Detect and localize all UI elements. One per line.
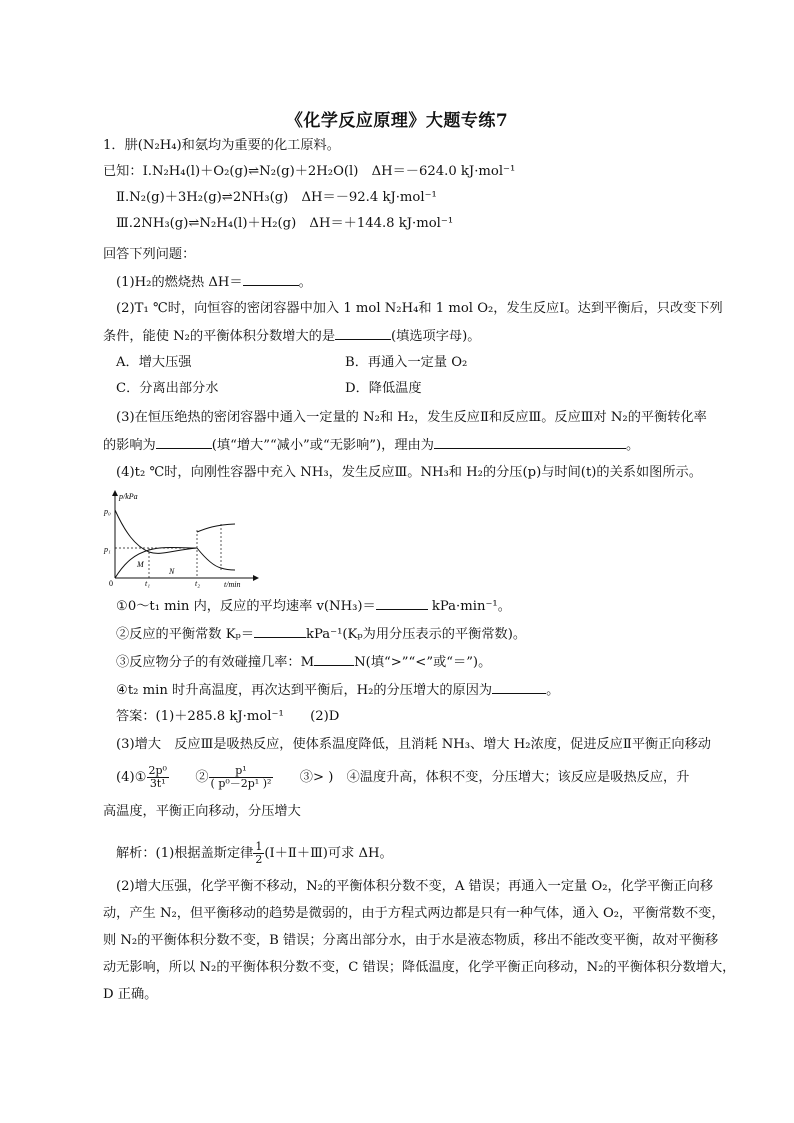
point-n-label: N [169, 567, 175, 576]
answer-blank [335, 325, 391, 340]
answer-4-mark-2: ② [195, 770, 209, 785]
p1-label: p₁ [104, 545, 111, 554]
part-4-stem: (4)t₂ ℃时，向刚性容器中充入 NH₃，发生反应Ⅲ。NH₃和 H₂的分压(p)与时间(t)的关系如图所示。 [116, 465, 702, 480]
answer-blank [492, 679, 546, 694]
subpart-4 [116, 679, 559, 701]
x-axis-label: t/min [224, 580, 241, 588]
answer-blank [243, 271, 299, 286]
part-3-text-2: (填“增大”“减小”或“无影响”)，理由为 [211, 438, 434, 453]
part-3-line-1: (3)在恒压绝热的密闭容器中通入一定量的 N₂和 H₂，发生反应Ⅱ和反应Ⅲ。反应Ⅲ对 N₂的平衡转化率 [116, 410, 707, 425]
y-axis-label: p/kPa [119, 492, 138, 501]
part-2-end: (填选项字母)。 [391, 329, 481, 344]
subpart-2-text: ②反应的平衡常数 Kₚ＝ [116, 627, 255, 642]
analysis-para-line-2: 动，产生 N₂，但平衡移动的趋势是微弱的，由于方程式两边都是只有一种气体，通入 O₂，平衡常数不变， [103, 906, 725, 921]
nh3-curve-after-heating [197, 548, 235, 570]
subpart-3-text: ③反应物分子的有效碰撞几率：M [116, 655, 315, 670]
subpart-4-end: 。 [546, 683, 560, 698]
fraction-numerator: 2p⁰ [148, 764, 167, 777]
answer-4-fraction-2 [209, 765, 274, 790]
h2-curve-after-heating [197, 524, 235, 532]
fraction-denominator: 3t¹ [149, 777, 166, 790]
subpart-1-text: ①0～t₁ min 内，反应的平均速率 v(NH₃)＝ [116, 599, 376, 614]
subpart-1-end: kPa·min⁻¹。 [427, 599, 511, 614]
part-1-text: (1)H₂的燃烧热 ΔH＝ [116, 275, 243, 290]
option-d: D．降低温度 [345, 381, 422, 396]
answer-blank [254, 623, 306, 638]
point-m-label: M [137, 560, 144, 569]
subpart-1 [116, 595, 511, 617]
part-3-line-2 [103, 434, 639, 456]
x-axis-arrow [253, 575, 259, 581]
fraction-denominator: 2 [255, 853, 263, 866]
analysis-para-line-3: 则 N₂的平衡体积分数不变，B 错误；分离出部分水，由于水是液态物质，移出不能改变平衡，故对平衡移 [103, 933, 719, 948]
answer-4-mark-3: ③> ) [299, 770, 334, 785]
analysis-fraction [253, 841, 264, 866]
answer-prompt: 回答下列问题： [103, 247, 196, 262]
analysis-para-line-5: D 正确。 [103, 987, 158, 1002]
subpart-3-end: N(填“>”“<”或“＝”)。 [354, 655, 492, 670]
subpart-2 [116, 623, 526, 645]
answer-4-prefix: (4) [116, 770, 135, 785]
fraction-numerator: 1 [255, 840, 263, 853]
part-1 [116, 271, 312, 293]
question-stem: 1．肼(N₂H₄)和氨均为重要的化工原料。 [103, 138, 340, 153]
part-2-line-2 [103, 325, 480, 347]
answer-blank [376, 595, 428, 610]
y-axis-arrow [112, 490, 118, 496]
fraction-numerator: p¹ [209, 765, 274, 778]
h2-curve [115, 548, 197, 579]
p0-label: p₀ [104, 507, 111, 516]
equation-3: Ⅲ.2NH₃(g)⇌N₂H₄(l)＋H₂(g) ΔH＝＋144.8 kJ·mol⁻¹ [116, 216, 454, 231]
equation-2: Ⅱ.N₂(g)＋3H₂(g)⇌2NH₃(g) ΔH＝－92.4 kJ·mol⁻¹ [116, 190, 437, 205]
part-2-line-1: (2)T₁ ℃时，向恒容的密闭容器中加入 1 mol N₂H₄和 1 mol O₂，发生反应Ⅰ。达到平衡后，只改变下列 [116, 301, 723, 316]
part-2-text: 条件，能使 N₂的平衡体积分数增大的是 [103, 329, 336, 344]
pressure-time-graph [103, 490, 263, 588]
analysis-para-line-1: (2)增大压强，化学平衡不移动，N₂的平衡体积分数不变，A 错误；再通入一定量 O₂，化学平衡正向移 [116, 879, 714, 894]
option-c: C．分离出部分水 [116, 381, 219, 396]
t1-label: t₁ [145, 579, 151, 588]
analysis-line-1 [116, 840, 393, 868]
option-b: B．再通入一定量 O₂ [345, 355, 468, 370]
part-1-end: 。 [298, 275, 312, 290]
given-label: 已知： [103, 164, 143, 179]
equation-1: Ⅰ.N₂H₄(l)＋O₂(g)⇌N₂(g)＋2H₂O(l) ΔH＝－624.0 kJ·mol⁻¹ [142, 164, 516, 179]
fraction-denominator: ( p⁰－2p¹ )² [210, 777, 272, 790]
nh3-curve [115, 510, 197, 553]
answer-4-mark-1: ① [134, 770, 147, 785]
page-title: 《化学反应原理》大题专练7 [285, 111, 509, 131]
analysis-para-line-4: 动无影响，所以 N₂的平衡体积分数不变，C 错误；降低温度，化学平衡正向移动，N₂的平衡体积分数增大， [103, 960, 736, 975]
subpart-3 [116, 651, 491, 673]
answer-blank [314, 651, 354, 666]
given-equation-1 [103, 162, 515, 182]
answer-line-1: 答案：(1)＋285.8 kJ·mol⁻¹ (2)D [116, 709, 340, 724]
subpart-2-end: kPa⁻¹(Kₚ为用分压表示的平衡常数)。 [306, 627, 527, 642]
origin-label: 0 [109, 579, 113, 588]
answer-line-4 [116, 764, 689, 792]
answer-line-4-cont: 高温度，平衡正向移动，分压增大 [103, 804, 301, 819]
option-a: A．增大压强 [116, 355, 192, 370]
subpart-4-text: ④t₂ min 时升高温度，再次达到平衡后，H₂的分压增大的原因为 [116, 683, 493, 698]
part-3-end: 。 [625, 438, 640, 453]
answer-blank [434, 434, 626, 449]
answer-line-3: (3)增大 反应Ⅲ是吸热反应，使体系温度降低，且消耗 NH₃、增大 H₂浓度，促进反应Ⅱ平衡正向移动 [116, 737, 711, 752]
answer-4-fraction-1 [147, 765, 169, 790]
t2-label: t₂ [195, 579, 201, 588]
answer-blank [156, 434, 212, 449]
analysis-text-1: 解析：(1)根据盖斯定律 [116, 846, 254, 861]
answer-4-mark-4: ④温度升高，体积不变，分压增大；该反应是吸热反应，升 [346, 770, 690, 785]
part-3-text-1: 的影响为 [103, 438, 156, 453]
analysis-text-2: (Ⅰ＋Ⅱ＋Ⅲ)可求 ΔH。 [264, 846, 393, 861]
